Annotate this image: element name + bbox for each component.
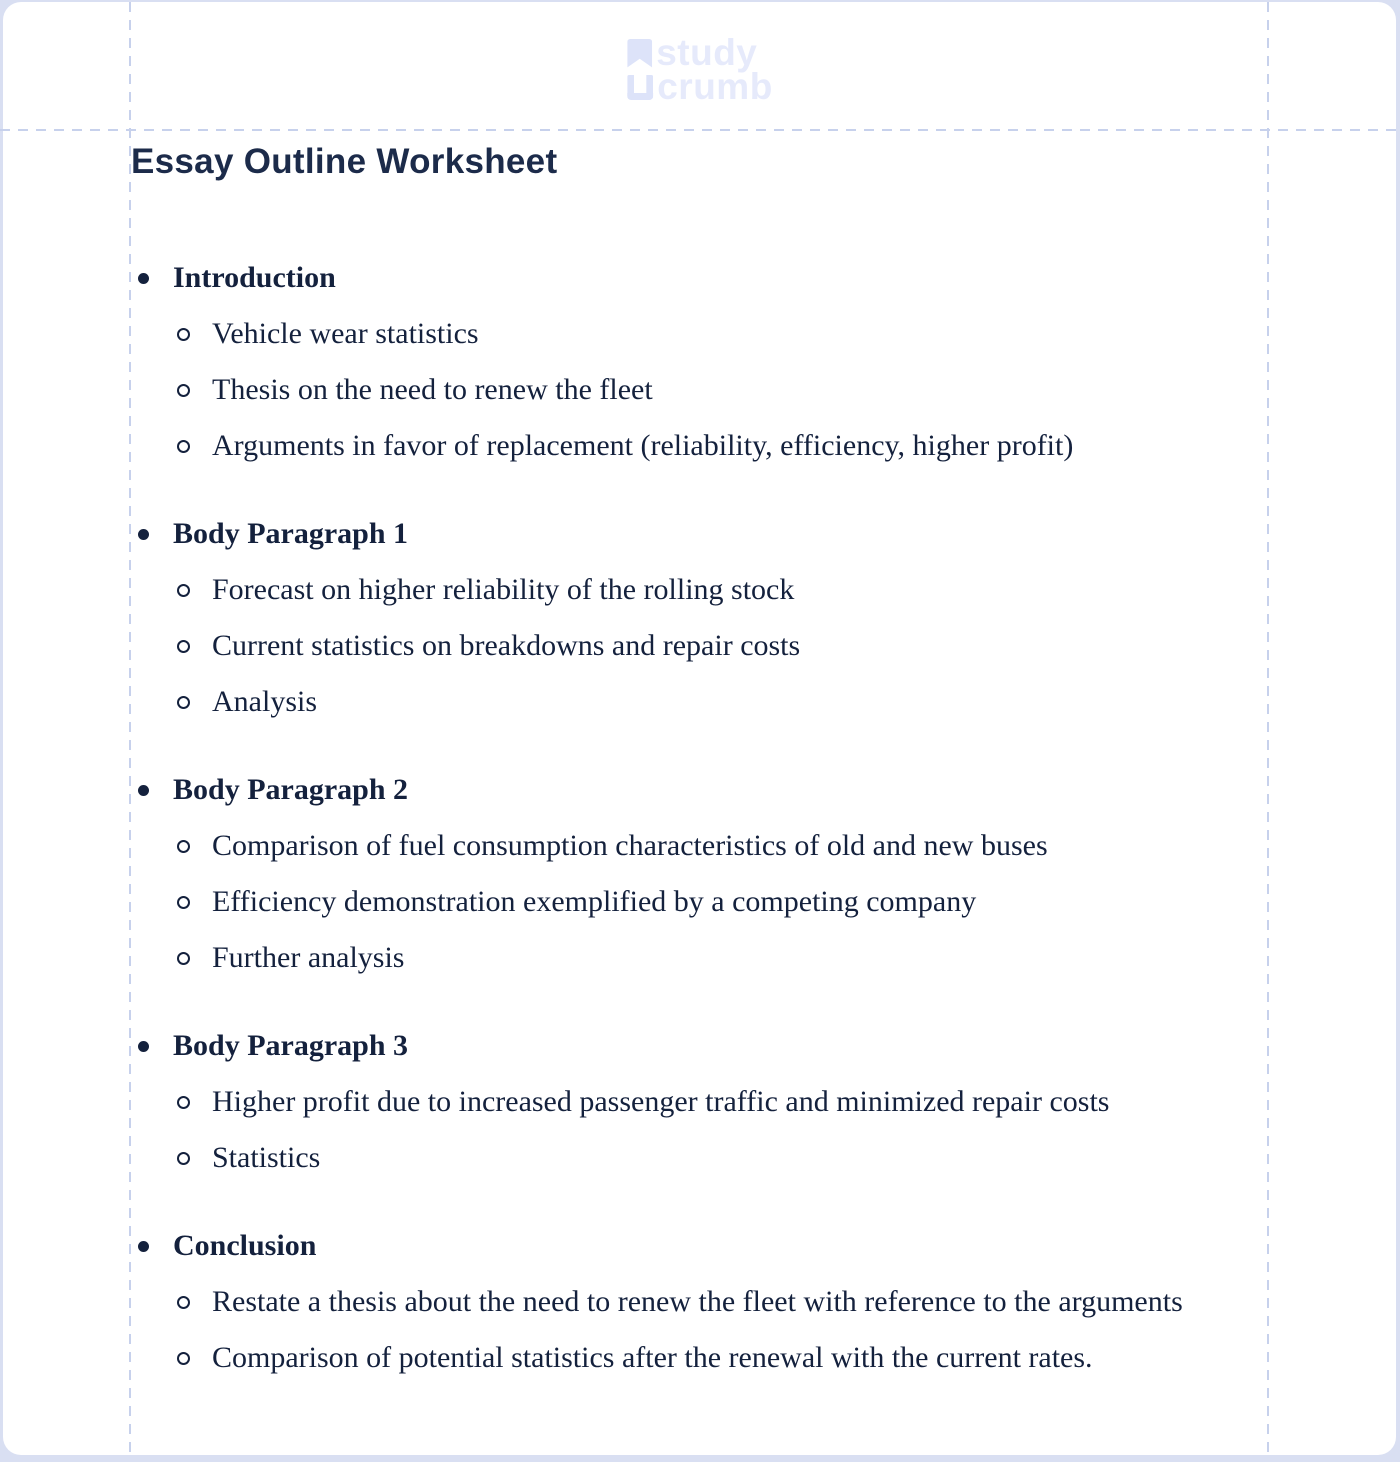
hollow-bullet-icon: [177, 1096, 190, 1109]
section-header-row: [130, 506, 1260, 562]
filled-bullet-icon: [138, 529, 149, 540]
hollow-bullet-icon: [177, 1296, 190, 1309]
outline-section: [130, 1218, 1260, 1386]
outline-section: [130, 1018, 1260, 1186]
hollow-bullet-icon: [177, 440, 190, 453]
section-header-row: [130, 250, 1260, 306]
outline-item-text: Current statistics on breakdowns and repair costs: [212, 629, 801, 662]
outline-item-text: Comparison of fuel consumption characteristics of old and new buses: [212, 829, 1048, 862]
outline-item-text: Statistics: [212, 1141, 321, 1174]
outline-item-text: Analysis: [212, 685, 317, 718]
essay-outline: [130, 250, 1260, 1386]
filled-bullet-icon: [138, 273, 149, 284]
outline-item-row: [130, 362, 1260, 418]
logo-text-crumb: crumb: [657, 66, 773, 107]
outline-item-text: Efficiency demonstration exemplified by a competing company: [212, 885, 977, 918]
outline-item-row: [130, 618, 1260, 674]
outline-item-row: [130, 930, 1260, 986]
page-title: Essay Outline Worksheet: [131, 142, 558, 181]
outline-item-text: Further analysis: [212, 941, 405, 974]
section-title: Body Paragraph 1: [173, 517, 409, 550]
filled-bullet-icon: [138, 785, 149, 796]
hollow-bullet-icon: [177, 1352, 190, 1365]
outline-item-text: Higher profit due to increased passenger traffic and minimized repair costs: [212, 1085, 1110, 1118]
outline-item-text: Arguments in favor of replacement (reliability, efficiency, higher profit): [212, 429, 1074, 462]
section-title: Body Paragraph 2: [173, 773, 409, 806]
section-header-row: [130, 1018, 1260, 1074]
outline-item-row: [130, 1274, 1260, 1330]
outline-item-row: [130, 1074, 1260, 1130]
hollow-bullet-icon: [177, 952, 190, 965]
outline-item-row: [130, 674, 1260, 730]
outline-item-text: Forecast on higher reliability of the rolling stock: [212, 573, 795, 606]
outline-section: [130, 506, 1260, 730]
outline-item-row: [130, 306, 1260, 362]
outline-item-row: [130, 562, 1260, 618]
outline-item-text: Restate a thesis about the need to renew the fleet with reference to the arguments: [212, 1285, 1183, 1318]
section-header-row: [130, 762, 1260, 818]
logo-line-study: [627, 32, 773, 73]
section-title: Body Paragraph 3: [173, 1029, 409, 1062]
outline-section: [130, 250, 1260, 474]
hollow-bullet-icon: [177, 1152, 190, 1165]
hollow-bullet-icon: [177, 840, 190, 853]
section-title: Conclusion: [173, 1229, 317, 1262]
outline-item-row: [130, 1130, 1260, 1186]
filled-bullet-icon: [138, 1041, 149, 1052]
outline-section: [130, 762, 1260, 986]
outline-item-row: [130, 874, 1260, 930]
outline-item-row: [130, 1330, 1260, 1386]
section-header-row: [130, 1218, 1260, 1274]
outline-item-text: Thesis on the need to renew the fleet: [212, 373, 653, 406]
hollow-bullet-icon: [177, 640, 190, 653]
logo-text-study: study: [656, 32, 758, 73]
outline-item-text: Vehicle wear statistics: [212, 317, 479, 350]
hollow-bullet-icon: [177, 384, 190, 397]
outline-item-row: [130, 818, 1260, 874]
hollow-bullet-icon: [177, 328, 190, 341]
section-title: Introduction: [173, 261, 336, 294]
crumb-box-icon: [627, 75, 653, 100]
filled-bullet-icon: [138, 1241, 149, 1252]
logo-line-crumb: [627, 66, 773, 107]
hollow-bullet-icon: [177, 584, 190, 597]
bookmark-icon: [627, 39, 652, 68]
hollow-bullet-icon: [177, 696, 190, 709]
studycrumb-logo[interactable]: [627, 32, 773, 107]
outline-item-row: [130, 418, 1260, 474]
outline-item-text: Comparison of potential statistics after the renewal with the current rates.: [212, 1341, 1093, 1374]
hollow-bullet-icon: [177, 896, 190, 909]
